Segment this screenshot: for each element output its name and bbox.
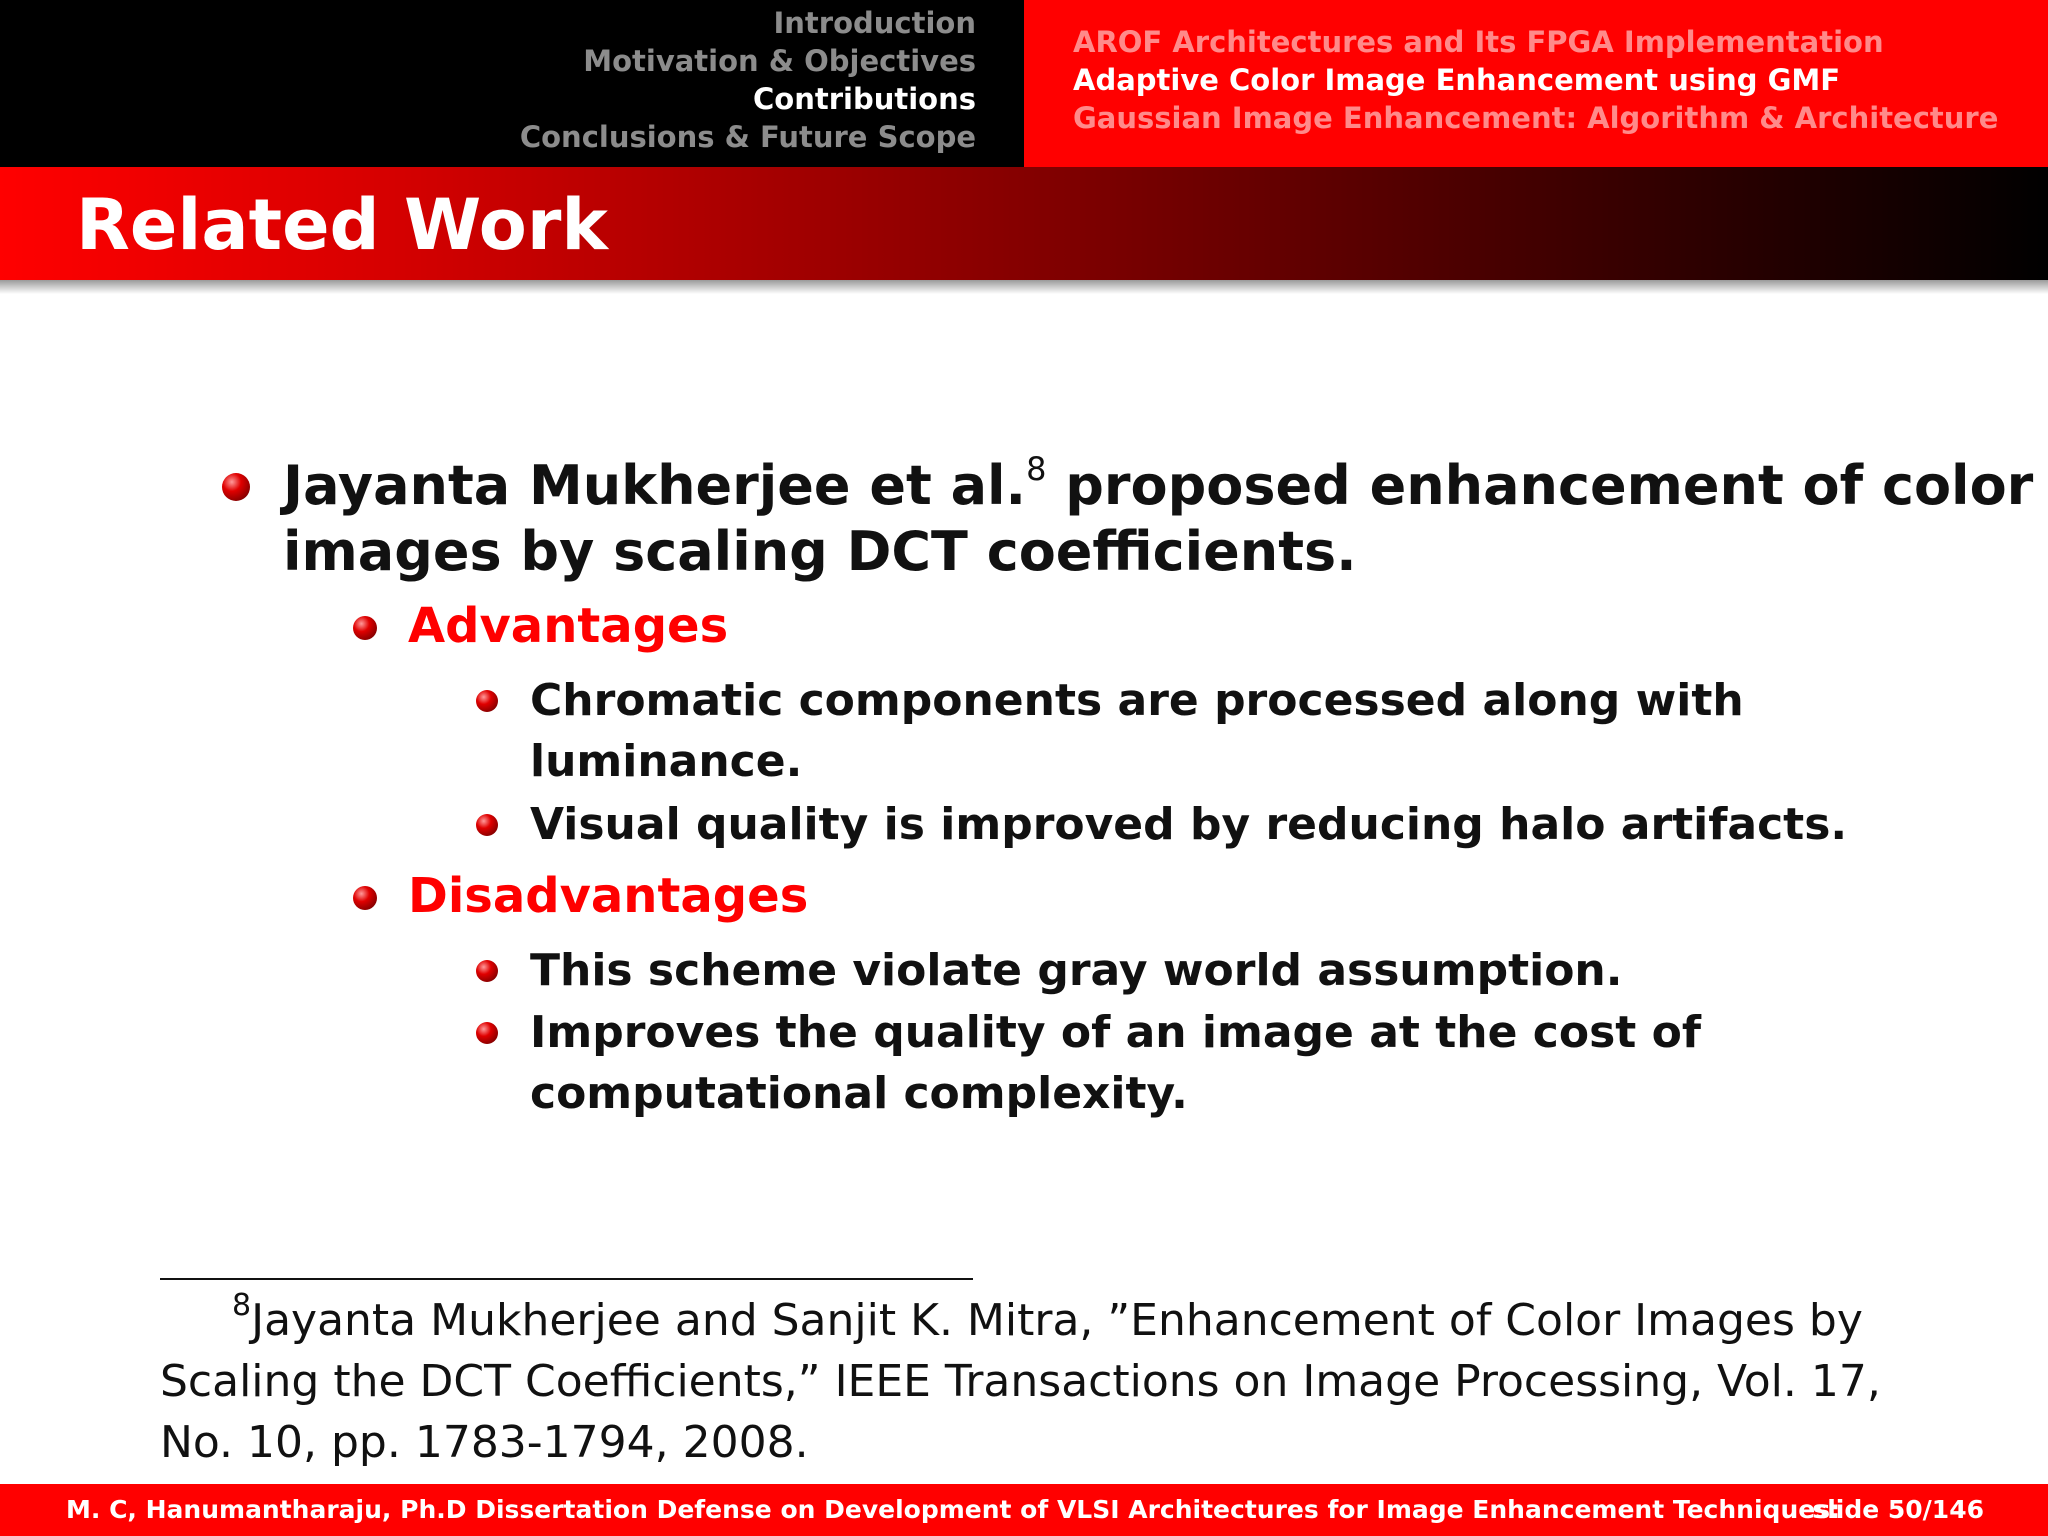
bullet-ball-icon [353, 616, 377, 640]
nav-subsection-adaptive-color[interactable]: Adaptive Color Image Enhancement using GMF [1073, 63, 1841, 97]
disadvantage-item-2: Improves the quality of an image at the cost of [530, 1007, 1701, 1058]
nav-subsection-arof[interactable]: AROF Architectures and Its FPGA Implementation [1073, 25, 1884, 59]
footnote-rule [160, 1278, 973, 1280]
footer-author-title: M. C, Hanumantharaju, Ph.D Dissertation Defense on Development of VLSI Architectures for Image Enhancement Techniques: [66, 1495, 1841, 1524]
slide-number: slide 50/146 [1812, 1495, 1984, 1524]
main-bullet-rest: proposed enhancement of color [1046, 454, 2034, 517]
bullet-ball-icon [476, 960, 498, 982]
title-bar-shadow [0, 280, 2048, 294]
disadvantage-item-2-line2: computational complexity. [530, 1068, 1188, 1119]
slide-footer [0, 1484, 2048, 1536]
advantages-heading: Advantages [408, 598, 729, 654]
footnote-line-3: No. 10, pp. 1783-1794, 2008. [160, 1417, 809, 1468]
bullet-ball-icon [353, 886, 377, 910]
main-bullet-author: Jayanta Mukherjee et al. [283, 454, 1027, 517]
advantage-item-2: Visual quality is improved by reducing halo artifacts. [530, 799, 1848, 850]
footnote [160, 1290, 1890, 1473]
main-bullet-text-line2: images by scaling DCT coefficients. [283, 520, 1357, 583]
main-bullet-text [283, 450, 2034, 519]
footnote-line-2: Scaling the DCT Coefficients,” IEEE Transactions on Image Processing, Vol. 17, [160, 1356, 1881, 1407]
nav-subsection-gaussian[interactable]: Gaussian Image Enhancement: Algorithm & Architecture [1073, 101, 1999, 135]
nav-section-contributions[interactable]: Contributions [753, 82, 976, 116]
frame-title: Related Work [76, 184, 608, 266]
nav-section-conclusions[interactable]: Conclusions & Future Scope [519, 120, 976, 154]
footnote-citation-start: Jayanta Mukherjee and Sanjit K. Mitra, ”Enhancement of Color Images by [251, 1295, 1863, 1346]
section-navigation [0, 0, 1024, 167]
advantage-item-1-line2: luminance. [530, 736, 803, 787]
bullet-ball-icon [476, 814, 498, 836]
disadvantage-item-1: This scheme violate gray world assumption. [530, 945, 1623, 996]
nav-section-motivation[interactable]: Motivation & Objectives [583, 44, 976, 78]
nav-section-introduction[interactable]: Introduction [773, 6, 976, 40]
bullet-ball-icon [476, 1022, 498, 1044]
bullet-ball-icon [476, 690, 498, 712]
footnote-reference-mark[interactable]: 8 [1026, 450, 1047, 488]
advantage-item-1: Chromatic components are processed along with [530, 675, 1744, 726]
footnote-mark: 8 [232, 1288, 252, 1323]
disadvantages-heading: Disadvantages [408, 868, 809, 924]
subsection-navigation [1024, 0, 2048, 167]
footnote-line-1 [160, 1290, 1890, 1351]
bullet-ball-icon [222, 473, 250, 501]
